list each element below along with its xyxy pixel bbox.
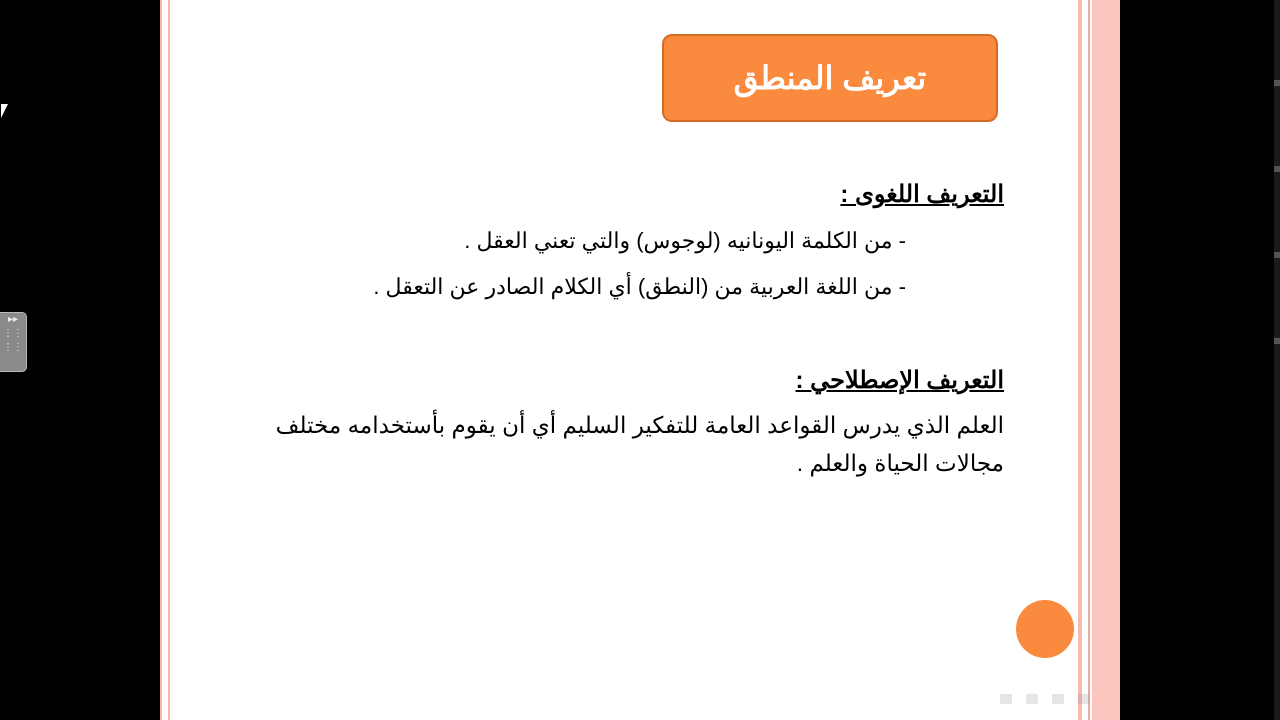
menu-icon[interactable]: [1052, 694, 1064, 704]
mouse-cursor-icon: [1, 104, 8, 118]
technical-heading: التعريف الإصطلاحي :: [795, 367, 1004, 394]
right-edge-strip: [1274, 0, 1280, 720]
expand-panel-icon[interactable]: ▸▸ ⋮⋮ ⋮⋮: [0, 312, 27, 372]
linguistic-line-1: - من الكلمة اليونانيه (لوجوس) والتي تعني العقل .: [464, 228, 906, 253]
slide-title: تعريف المنطق: [662, 34, 998, 122]
slide-border: [1078, 0, 1082, 720]
slide-border: [168, 0, 170, 720]
slide-border: [160, 0, 162, 720]
presentation-slide: [160, 0, 1120, 720]
linguistic-line-2: - من اللغة العربية من (النطق) أي الكلام الصادر عن التعقل .: [373, 274, 906, 299]
pen-icon[interactable]: [1026, 694, 1038, 704]
prev-slide-icon[interactable]: [1000, 694, 1012, 704]
decorative-circle: [1016, 600, 1074, 658]
slide-border: [1092, 0, 1120, 720]
slide-border: [1088, 0, 1090, 720]
linguistic-heading: التعريف اللغوى :: [840, 181, 1004, 208]
technical-paragraph: العلم الذي يدرس القواعد العامة للتفكير السليم أي أن يقوم بأستخدامه مختلف مجالات الحياة والعلم .: [275, 412, 1004, 476]
next-slide-icon[interactable]: [1078, 694, 1090, 704]
slide-nav-toolbar: [1000, 694, 1100, 708]
